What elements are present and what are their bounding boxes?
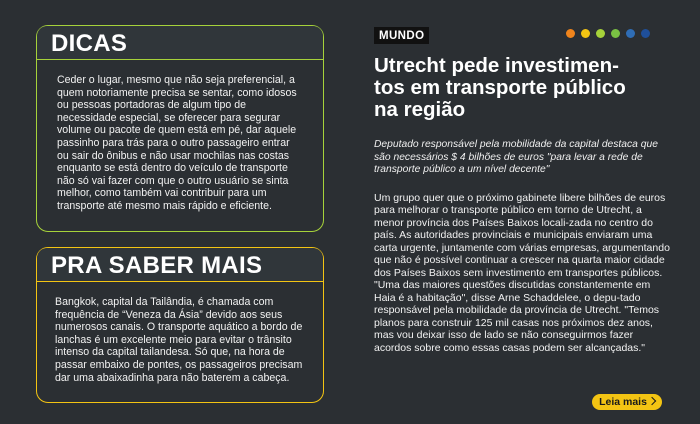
article-headline	[374, 55, 670, 121]
pra-saber-mais-box	[36, 247, 324, 403]
article-body: Um grupo quer que o próximo gabinete libere bilhões de euros para melhorar o transporte público em torno de Utrecht, a menor província dos Países Baixos locali-zada no centro do país. As autoridades provinciais e municipais enviaram uma carta urgente, juntamente com várias empresas, argumentando que não é possível continuar a crescer na quarta maior cidade dos Países Baixos sem investimento em transportes públicos. "Uma das maiores questões discutidas constantemente em Haia é a habitação", disse Arne Schaddelee, o depu-tado responsável pela mobilidade da província de Utrecht. "Temos planos para construir 125 mil casas nos próximos dez anos, mas vou deixar isso de lado se não conseguirmos fazer acordos sobre como essas casas podem ser alcançadas."	[374, 191, 670, 354]
article	[374, 26, 670, 354]
chevron-right-icon	[648, 397, 656, 405]
section-tag: MUNDO	[374, 27, 429, 44]
pra-saber-mais-title: PRA SABER MAIS	[37, 248, 323, 282]
headline-line: tos em transporte público	[374, 76, 626, 99]
article-lede: Deputado responsável pela mobilidade da capital destaca que são necessários $ 4 bilhões de euros "para levar a rede de transporte público a um nível decente"	[374, 139, 658, 176]
dicas-title: DICAS	[37, 26, 323, 60]
headline-line: Utrecht pede investimen-	[374, 54, 619, 77]
headline-line: na região	[374, 98, 466, 121]
read-more-label: Leia mais	[599, 396, 647, 408]
pra-saber-mais-text: Bangkok, capital da Tailândia, é chamada com frequência de “Veneza da Ásia” devido aos seus numerosos canais. O transporte aquático a bordo de lanchas é um excelente meio para evitar o trânsito intenso da capital tailandesa. Só que, na hora de passar embaixo de pontes, os passageiros precisam dar uma abaixadinha para não baterem a cabeça.	[55, 296, 303, 384]
dicas-box	[36, 25, 324, 232]
read-more-button[interactable]	[592, 394, 662, 410]
dicas-text: Ceder o lugar, mesmo que não seja preferencial, a quem notoriamente precisa se sentar, como idosos ou pessoas portadoras de algum tipo de necessidade especial, se oferecer para segurar volume ou pacote de quem está em pé, dar aquele passinho para trás para o outro passageiro entrar ou sair do ônibus e não usar mochilas nas costas enquanto se está dentro do veículo de transporte não só vai fazer com que o outro usuário se sinta melhor, como também vai contribuir para um transporte até mesmo mais rápido e eficiente.	[57, 74, 297, 212]
